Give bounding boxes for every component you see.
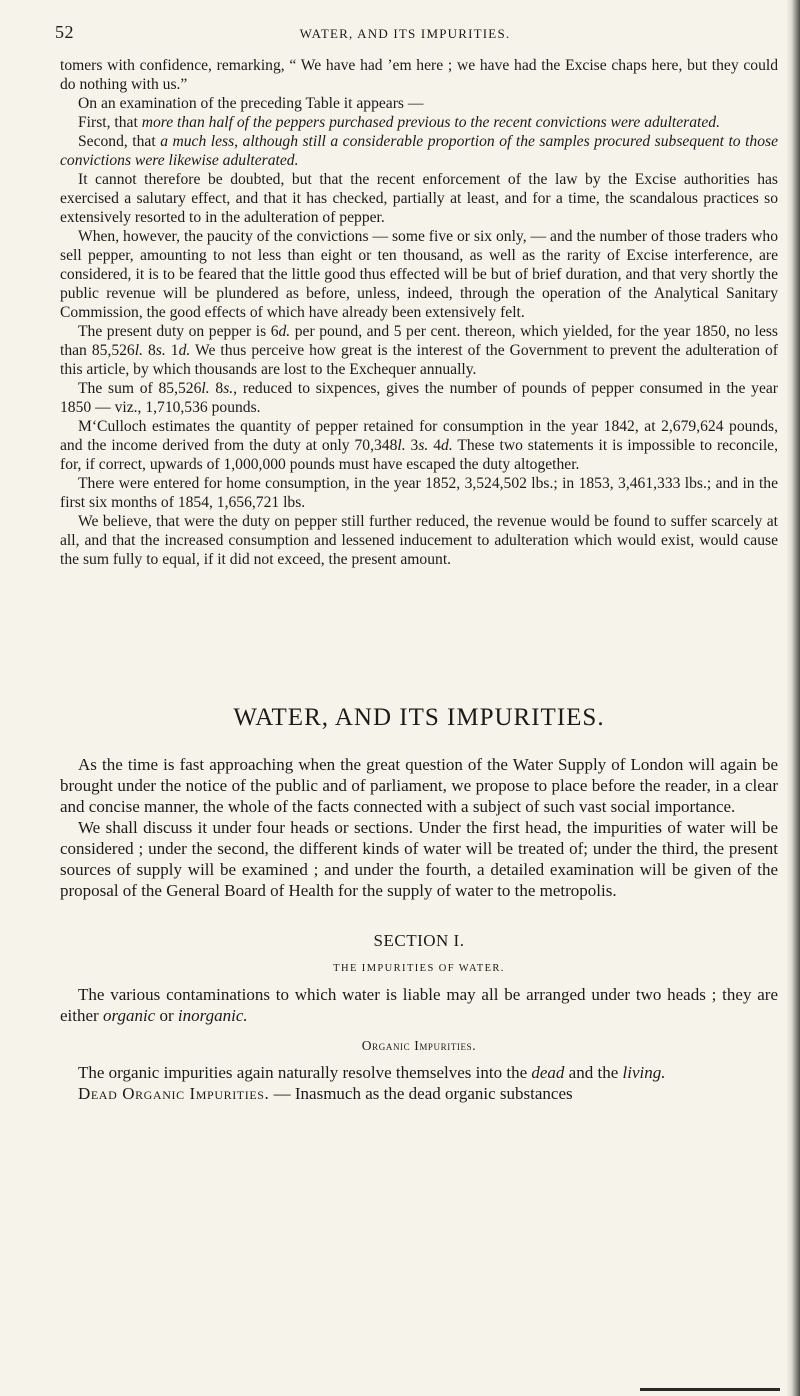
paragraph-duty bbox=[60, 322, 778, 379]
sum-pound-unit: l. bbox=[201, 380, 210, 397]
paragraph-quote-continuation: tomers with confidence, remarking, “ We have had ’em here ; we have had the Excise chaps here, but they could do nothing with us.” bbox=[60, 57, 778, 93]
paragraph-enforcement: It cannot therefore be doubted, but that the recent enforcement of the law by the Excise authorities has exercised a salutary effect, and that it has checked, partially at least, and for a time, the scandalous practices so extensively resorted to in the adulteration of pepper. bbox=[60, 171, 778, 226]
dead-organic-label: Dead Organic Impurities. bbox=[78, 1084, 270, 1103]
paragraph-intro: As the time is fast approaching when the great question of the Water Supply of London will again be brought under the notice of the public and of parliament, we propose to place before the reader, in a clear and concise manner, the whole of the facts connected with a subject of such vast social importance. bbox=[60, 755, 778, 816]
paragraph-plan: We shall discuss it under four heads or sections. Under the first head, the impurities of water will be considered ; under the second, the different kinds of water will be treated of; under the third, the present sources of supply will be examined ; and under the fourth, a detailed examination will be given of the proposal of the General Board of Health for the supply of water to the metropolis. bbox=[60, 818, 778, 900]
duty-shilling-unit: s. bbox=[155, 342, 166, 359]
dead-organic-text: — Inasmuch as the dead organic substances bbox=[269, 1084, 573, 1103]
paragraph-contaminations bbox=[60, 984, 778, 1026]
mcculloch-pound-unit: l. bbox=[397, 437, 406, 454]
organic-living: living. bbox=[622, 1063, 666, 1082]
duty-pound-unit: l. bbox=[134, 342, 143, 359]
sum-shilling-unit: s. bbox=[223, 380, 234, 397]
organic-heading: Organic Impurities. bbox=[361, 1038, 477, 1053]
paragraph-home-consumption: There were entered for home consumption, in the year 1852, 3,524,502 lbs.; in 1853, 3,461,333 lbs.; and in the first six months of 1854, 1,656,721 lbs. bbox=[60, 475, 778, 511]
first-italic: more than half of the peppers purchased previous to the recent convictions were adulterated. bbox=[141, 114, 720, 131]
paragraph-mcculloch bbox=[60, 417, 778, 474]
page-header bbox=[55, 22, 755, 46]
running-head: WATER, AND ITS IMPURITIES. bbox=[299, 26, 511, 41]
duty-text-e: 1 bbox=[165, 342, 179, 359]
sum-text-c: , reduced to sixpences, gives the number of pounds of pepper consumed in the year 1850 — viz., 1,710,536 pounds. bbox=[60, 380, 778, 416]
second-italic: a much less, although still a considerable proportion of the samples procured subsequent to those convictions were likewise adulterated. bbox=[60, 133, 778, 169]
paragraph-paucity: When, however, the paucity of the convictions — some five or six only, — and the number of those traders who sell pepper, amounting to not less than eight or ten thousand, as well as the rarity of Excise interference, are considered, it is to be feared that the little good thus effected will be but of brief duration, and that very shortly the public revenue will be plundered as before, unless, indeed, through the operation of the Analytical Sanitary Commission, the good effects of which have already been extensively felt. bbox=[60, 228, 778, 321]
sum-text-a: The sum of 85,526 bbox=[78, 380, 202, 397]
section-spacer bbox=[60, 569, 778, 704]
contam-text: The various contaminations to which water is liable may all be arranged under two heads ; they are either bbox=[60, 985, 778, 1025]
paragraph-organic bbox=[60, 1062, 778, 1083]
organic-text: The organic impurities again naturally resolve themselves into the bbox=[78, 1063, 532, 1082]
paragraph-second-finding bbox=[60, 132, 778, 170]
mcculloch-text-b: 3 bbox=[405, 437, 419, 454]
paragraph-revenue: We believe, that were the duty on pepper still further reduced, the revenue would be found to suffer scarcely at all, and that the increased consumption and lessened inducement to adulteration which would exist, would cause the sum fully to equal, if it did not exceed, the present amount. bbox=[60, 513, 778, 568]
mcculloch-pence-unit: d. bbox=[441, 437, 453, 454]
mcculloch-shilling-unit: s. bbox=[418, 437, 429, 454]
paragraph-first-finding bbox=[60, 113, 778, 132]
duty-text-b: per pound, and 5 per cent. thereon, which yielded, for the year 1850, no less than 85,526 bbox=[60, 323, 778, 359]
contam-organic: organic bbox=[102, 1006, 156, 1025]
paragraph-sixpences bbox=[60, 379, 778, 417]
section-heading: SECTION I. bbox=[373, 931, 465, 950]
paragraph-dead-organic bbox=[60, 1083, 778, 1104]
mcculloch-text-a: M‘Culloch estimates the quantity of pepper retained for consumption in the year 1842, at 2,679,624 pounds, and the income derived from the duty at only 70,348 bbox=[60, 418, 778, 454]
organic-and: and the bbox=[564, 1063, 623, 1082]
contam-inorganic: inorganic. bbox=[177, 1006, 248, 1025]
second-lead: Second, that bbox=[78, 133, 161, 150]
page-number: 52 bbox=[55, 22, 74, 42]
article-title: WATER, AND ITS IMPURITIES. bbox=[233, 704, 605, 731]
sum-text-b: 8 bbox=[209, 380, 224, 397]
organic-dead: dead bbox=[531, 1063, 565, 1082]
contam-or: or bbox=[155, 1006, 178, 1025]
mcculloch-text-c: 4 bbox=[428, 437, 442, 454]
bottom-rule bbox=[640, 1388, 780, 1391]
section-subheading: THE IMPURITIES OF WATER. bbox=[333, 963, 505, 974]
page-edge-shadow bbox=[786, 0, 800, 1396]
duty-pence-unit-2: d. bbox=[178, 342, 191, 359]
duty-pence-unit: d. bbox=[278, 323, 291, 340]
duty-text-a: The present duty on pepper is 6 bbox=[78, 323, 279, 340]
page-body bbox=[60, 56, 778, 1104]
mcculloch-text-e: These two statements it is impossible to reconcile, for, if correct, upwards of 1,000,000 pounds must have escaped the duty altogether. bbox=[60, 437, 778, 473]
duty-text-f: We thus perceive how great is the interest of the Government to prevent the adulteration of this article, by which thousands are lost to the Exchequer annually. bbox=[60, 342, 778, 378]
first-lead: First, that bbox=[78, 114, 142, 131]
paragraph-examination: On an examination of the preceding Table it appears — bbox=[78, 95, 424, 112]
duty-text-c: 8 bbox=[142, 342, 156, 359]
